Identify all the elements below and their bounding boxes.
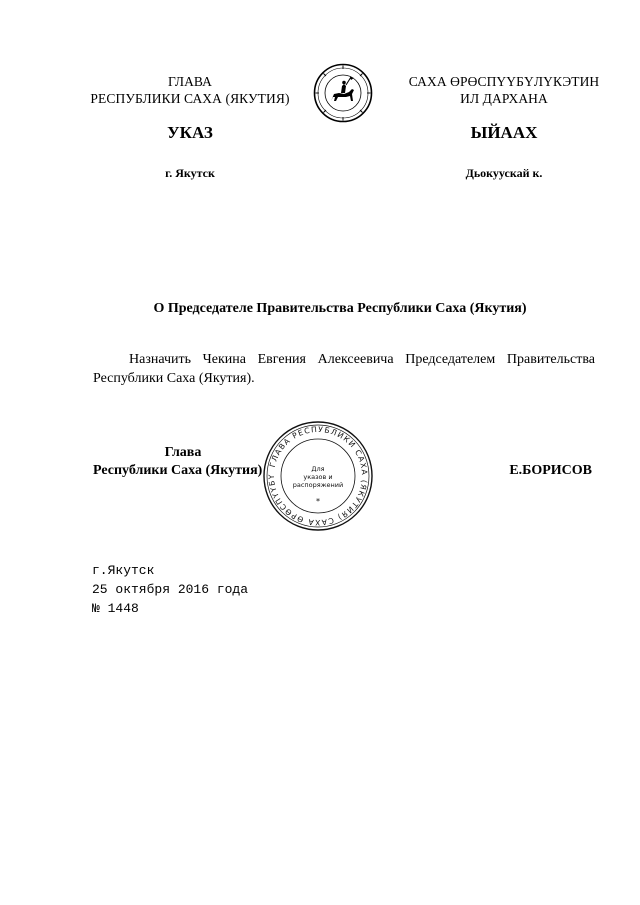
republic-emblem (313, 63, 373, 123)
signature-title-line2: Республики Саха (Якутия) (93, 463, 263, 478)
header-left-line1: ГЛАВА (167, 74, 213, 89)
city-left: г. Якутск (165, 166, 215, 180)
document-body: Назначить Чекина Евгения Алексеевича Председателем Правительства Республики Саха (Якутия). (93, 352, 595, 386)
header-right-line1: САХА ӨРӨСПҮҮБҮЛҮКЭТИН (408, 74, 600, 89)
stamp-ring-text: ГЛАВА РЕСПУБЛИКИ САХА (ЯКУТИЯ) САХА ӨРӨСПҮҮБҮ (266, 424, 370, 528)
signature-name: Е.БОРИСОВ (509, 463, 592, 478)
footer-date: 25 октября 2016 года (92, 582, 249, 597)
document-subject: О Председателе Правительства Республики Саха (Якутия) (153, 301, 527, 316)
title-ukaz: УКАЗ (167, 123, 213, 142)
title-yiaakh: ЫЙААХ (470, 123, 538, 142)
city-right: Дьокуускай к. (465, 166, 543, 180)
stamp-center-line3: распоряжений (292, 481, 344, 489)
stamp-center-line1: Для (311, 465, 325, 473)
footer-city: г.Якутск (92, 563, 155, 578)
header-left-line2: РЕСПУБЛИКИ САХА (ЯКУТИЯ) (90, 91, 290, 106)
footer-number: № 1448 (92, 601, 139, 616)
signature-title-line1: Глава (164, 445, 202, 460)
stamp-center-line2: указов и (303, 473, 333, 481)
header-right-line2: ИЛ ДАРХАНА (460, 91, 548, 106)
svg-text:*: * (316, 497, 320, 506)
